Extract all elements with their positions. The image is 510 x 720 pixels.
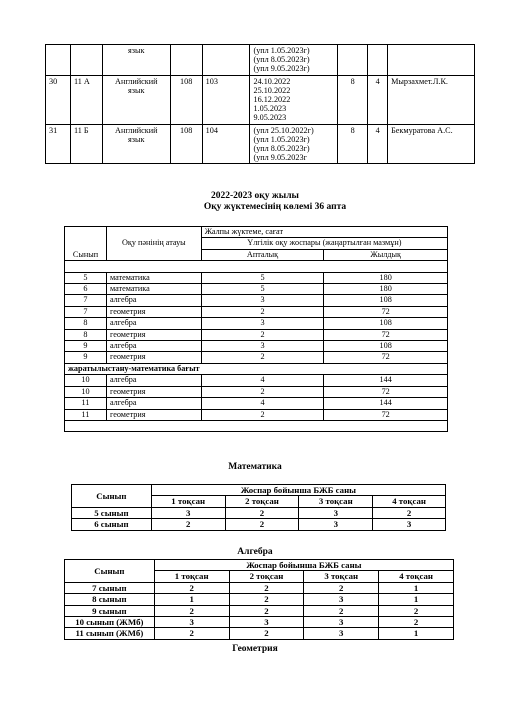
cell-grade: 6 [65,284,107,295]
schedule-fragment-table [45,44,475,164]
table-row [65,409,448,420]
row-label: 5 сынып [72,507,152,518]
year-heading-line1: 2022-2023 оқу жылы [211,191,299,201]
geometry-heading: Геометрия [232,644,278,654]
header-yearly: Жылдық [324,249,448,260]
table-row [46,75,475,124]
cell-yearly: 180 [324,272,448,283]
table-row [46,45,475,76]
cell-subject: алгебра [106,295,201,306]
table-row [65,318,448,329]
date-line: 16.12.2022 [253,95,291,105]
cell-grade-a [338,45,368,76]
cell-lessons: 103 [202,75,250,124]
cell-value: 3 [304,617,379,628]
header-quarter: 1 тоқсан [154,571,229,582]
cell-value: 2 [225,519,299,530]
cell-value: 3 [299,507,373,518]
cell-weekly: 5 [201,284,324,295]
cell-grade: 9 [65,352,107,363]
cell-subject: геометрия [106,352,201,363]
cell-weekly: 5 [201,272,324,283]
cell-num [46,45,71,76]
cell-value: 3 [373,519,446,530]
date-line: (упл 9.05.2023г [253,153,307,163]
cell-yearly: 72 [324,409,448,420]
cell-grade: 8 [65,329,107,340]
cell-grade: 11 [65,398,107,409]
table-row [65,295,448,306]
date-line: (упл 9.05.2023г) [253,64,310,74]
cell-yearly: 108 [324,318,448,329]
header-quarter: 3 тоқсан [299,496,373,507]
cell-weekly: 2 [201,329,324,340]
row-label: 11 сынып (ЖМб) [65,628,155,639]
cell-value: 3 [299,519,373,530]
cell-value: 1 [154,594,229,605]
table-row [72,507,446,518]
cell-teacher: Мырзахмет.Л.К. [388,75,475,124]
cell-value: 2 [154,628,229,639]
cell-value: 2 [379,605,454,616]
cell-dates [250,45,338,76]
row-label: 7 сынып [65,582,155,593]
cell-value: 2 [304,605,379,616]
cell-value: 3 [151,507,225,518]
date-line: (упл 8.05.2023г) [253,55,310,65]
cell-grade-b [368,45,388,76]
cell-weekly: 2 [201,352,324,363]
date-line: 24.10.2022 [253,76,291,86]
cell-yearly: 72 [324,352,448,363]
spacer-cell [65,420,448,431]
cell-value: 2 [304,582,379,593]
math-assessment-table [71,484,446,531]
cell-subject: геометрия [106,306,201,317]
header-quarter: 4 тоқсан [373,496,446,507]
cell-hours [170,45,202,76]
cell-value: 1 [379,582,454,593]
cell-value: 2 [151,519,225,530]
cell-value: 2 [379,617,454,628]
cell-weekly: 3 [201,341,324,352]
cell-num: 31 [46,124,71,164]
math-heading: Математика [228,462,282,472]
cell-hours: 108 [170,75,202,124]
cell-weekly: 2 [201,386,324,397]
cell-weekly: 2 [201,409,324,420]
header-quarter: 2 тоқсан [229,571,304,582]
cell-lessons [202,45,250,76]
cell-lessons: 104 [202,124,250,164]
cell-value: 2 [229,628,304,639]
teaching-load-table [64,226,448,432]
year-heading [0,191,510,213]
cell-yearly: 180 [324,284,448,295]
cell-subject: Английский язык [102,124,170,164]
date-line: 9.05.2023 [253,113,287,123]
header-subject: Оқу пәнінің атауы [106,227,201,261]
cell-grade-b: 4 [368,75,388,124]
algebra-heading: Алгебра [237,547,273,557]
cell-teacher: Бекмуратова А.С. [388,124,475,164]
cell-value: 1 [379,594,454,605]
table-row [65,375,448,386]
cell-yearly: 108 [324,341,448,352]
cell-class: 11 Б [70,124,102,164]
cell-value: 2 [229,605,304,616]
header-quarter: 3 тоқсан [304,571,379,582]
section-row [65,363,448,374]
cell-grade: 10 [65,375,107,386]
cell-weekly: 3 [201,295,324,306]
spacer-row [65,261,448,272]
table-row [72,519,446,530]
cell-value: 3 [304,594,379,605]
cell-yearly: 72 [324,386,448,397]
table-row [46,124,475,164]
cell-value: 3 [229,617,304,628]
cell-subject: язык [102,45,170,76]
cell-subject: алгебра [106,398,201,409]
cell-subject: геометрия [106,409,201,420]
cell-subject: алгебра [106,341,201,352]
cell-grade: 7 [65,295,107,306]
row-label: 8 сынып [65,594,155,605]
header-class: Сынып [65,227,107,261]
cell-subject: геометрия [106,329,201,340]
header-plan: Жоспар бойынша БЖБ саны [151,485,445,496]
table-row [65,306,448,317]
row-label: 9 сынып [65,605,155,616]
table-row [65,628,454,639]
date-line: 1.05.2023 [253,104,287,114]
table-row [65,272,448,283]
cell-grade: 9 [65,341,107,352]
cell-subject: математика [106,284,201,295]
header-plan: Жоспар бойынша БЖБ саны [154,560,453,571]
cell-grade-a: 8 [338,75,368,124]
date-line: (упл 1.05.2023г) [253,46,310,55]
table-row [65,341,448,352]
table-row [65,329,448,340]
table-row [65,398,448,409]
cell-value: 2 [225,507,299,518]
algebra-assessment-table [64,559,454,640]
year-heading-line2: Оқу жүктемесінің көлемі 36 апта [203,202,347,212]
table-row [65,605,454,616]
header-model-plan: Үлгілік оқу жоспары (жаңартылған мазмұн) [201,238,447,249]
cell-dates [250,124,338,164]
cell-subject: Английский язык [102,75,170,124]
cell-grade: 8 [65,318,107,329]
header-class: Сынып [65,560,155,583]
table-row [65,594,454,605]
date-line: (упл 25.10.2022г) [253,125,314,135]
cell-yearly: 108 [324,295,448,306]
cell-subject: геометрия [106,386,201,397]
table-row [65,582,454,593]
cell-value: 2 [154,605,229,616]
cell-num: 30 [46,75,71,124]
cell-teacher [388,45,475,76]
header-quarter: 4 тоқсан [379,571,454,582]
cell-value: 3 [154,617,229,628]
cell-value: 2 [229,594,304,605]
cell-weekly: 2 [201,306,324,317]
cell-grade-a: 8 [338,124,368,164]
cell-weekly: 4 [201,375,324,386]
header-weekly: Апталық [201,249,324,260]
cell-value: 2 [229,582,304,593]
row-label: 10 сынып (ЖМб) [65,617,155,628]
cell-subject: математика [106,272,201,283]
header-quarter: 1 тоқсан [151,496,225,507]
header-row [65,560,454,571]
cell-dates [250,75,338,124]
cell-yearly: 144 [324,398,448,409]
cell-yearly: 72 [324,329,448,340]
cell-value: 2 [154,582,229,593]
header-quarter: 2 тоқсан [225,496,299,507]
cell-class: 11 А [70,75,102,124]
cell-value: 1 [379,628,454,639]
table-row [65,617,454,628]
cell-value: 3 [304,628,379,639]
cell-grade: 11 [65,409,107,420]
date-line: (упл 8.05.2023г) [253,144,310,154]
cell-weekly: 3 [201,318,324,329]
cell-grade: 10 [65,386,107,397]
table-row [65,352,448,363]
cell-grade-b: 4 [368,124,388,164]
cell-weekly: 4 [201,398,324,409]
cell-grade: 7 [65,306,107,317]
header-total-load: Жалпы жүктеме, сағат [201,227,447,238]
cell-grade: 5 [65,272,107,283]
section-label: жаратылыстану-математика бағыт [65,363,448,374]
cell-value: 2 [373,507,446,518]
table-row [65,284,448,295]
cell-subject: алгебра [106,375,201,386]
cell-yearly: 144 [324,375,448,386]
date-line: (упл 1.05.2023г) [253,134,310,144]
cell-hours: 108 [170,124,202,164]
date-line: 25.10.2022 [253,85,291,95]
header-row [72,485,446,496]
cell-subject: алгебра [106,318,201,329]
row-label: 6 сынып [72,519,152,530]
cell-class [70,45,102,76]
table-row [65,386,448,397]
cell-yearly: 72 [324,306,448,317]
spacer-row [65,420,448,431]
header-class: Сынып [72,485,152,508]
